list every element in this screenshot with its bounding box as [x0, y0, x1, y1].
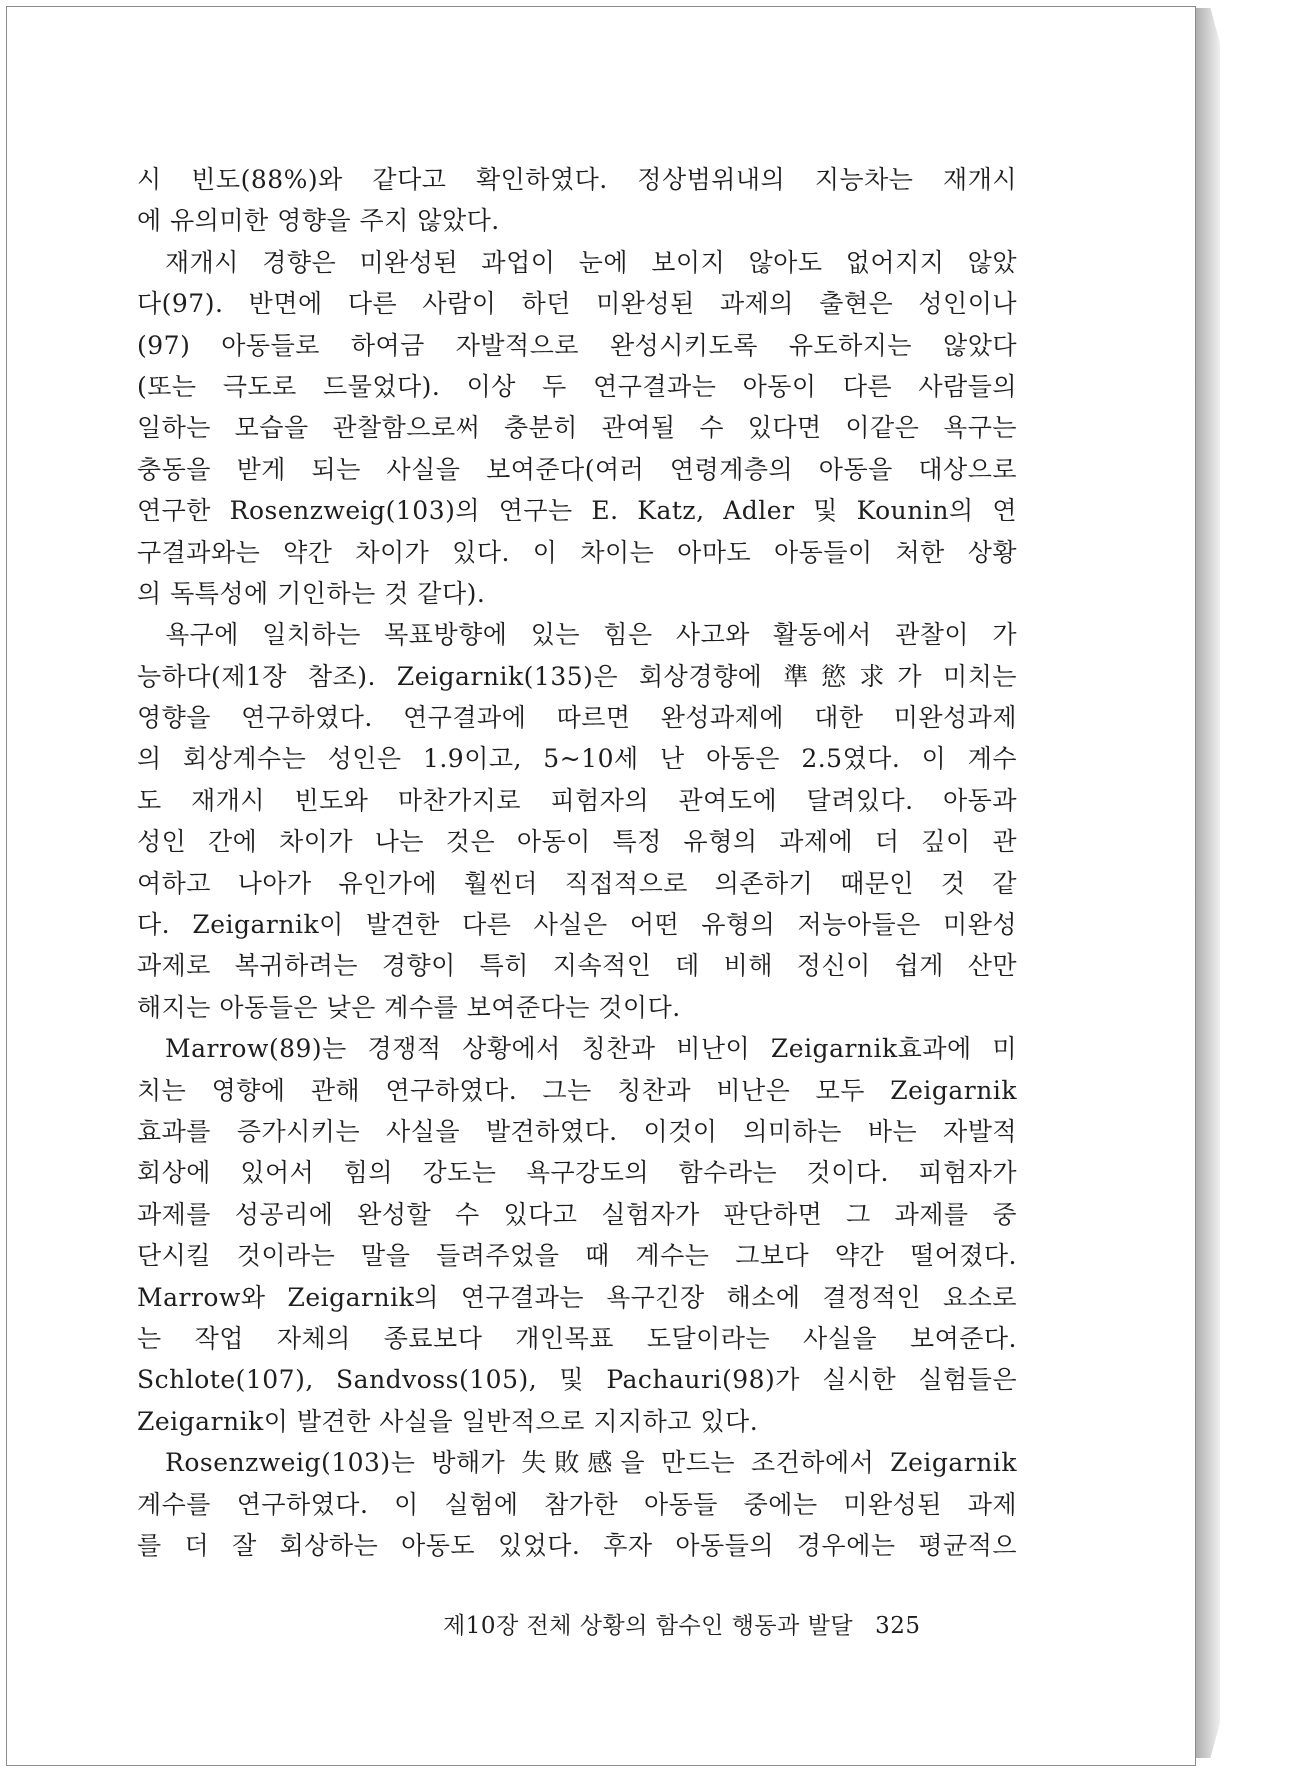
text-line: (97) 아동들로 하여금 자발적으로 완성시키도록 유도하지는 않았다	[137, 330, 1017, 360]
text-line: 도 재개시 빈도와 마찬가지로 피험자의 관여도에 달려있다. 아동과	[137, 785, 1017, 815]
text-line: 치는 영향에 관해 연구하였다. 그는 칭찬과 비난은 모두 Zeigarnik	[137, 1075, 1017, 1105]
running-footer	[443, 1607, 921, 1640]
text-line: 과제를 성공리에 완성할 수 있다고 실험자가 판단하면 그 과제를 중	[137, 1199, 1017, 1229]
text-line: 성인 간에 차이가 나는 것은 아동이 특정 유형의 과제에 더 깊이 관	[137, 827, 1017, 857]
text-line: 에 유의미한 영향을 주지 않았다.	[137, 206, 500, 236]
body-text	[137, 159, 1017, 1566]
book-page	[6, 6, 1196, 1766]
text-line: 다(97). 반면에 다른 사람이 하던 미완성된 과제의 출현은 성인이나	[137, 289, 1017, 319]
text-line: 구결과와는 약간 차이가 있다. 이 차이는 아마도 아동들이 처한 상황	[137, 537, 1017, 567]
text-line: 여하고 나아가 유인가에 훨씬더 직접적으로 의존하기 때문인 것 같	[137, 868, 1017, 898]
text-line: 단시킬 것이라는 말을 들려주었을 때 계수는 그보다 약간 떨어졌다.	[137, 1241, 1017, 1271]
text-line: 시 빈도(88%)와 같다고 확인하였다. 정상범위내의 지능차는 재개시	[137, 165, 1017, 194]
text-line: 능하다(제1장 참조). Zeigarnik(135)은 회상경향에 準慾求가 미치는	[137, 661, 1017, 691]
text-line: 재개시 경향은 미완성된 과업이 눈에 보이지 않아도 없어지지 않았	[165, 247, 1017, 277]
text-line: 해지는 아동들은 낮은 계수를 보여준다는 것이다.	[137, 992, 681, 1022]
page-number: 325	[875, 1613, 921, 1639]
text-line: 영향을 연구하였다. 연구결과에 따르면 완성과제에 대한 미완성과제	[137, 703, 1017, 733]
text-line: 의 독특성에 기인하는 것 같다).	[137, 578, 486, 608]
text-line: 일하는 모습을 관찰함으로써 충분히 관여될 수 있다면 이같은 욕구는	[137, 413, 1017, 443]
text-line: Rosenzweig(103)는 방해가 失敗感을 만드는 조건하에서 Zeigarnik	[165, 1448, 1017, 1478]
chapter-title: 제10장 전체 상황의 함수인 행동과 발달	[443, 1613, 854, 1639]
text-line: 효과를 증가시키는 사실을 발견하였다. 이것이 의미하는 바는 자발적	[137, 1116, 1017, 1146]
text-line: 회상에 있어서 힘의 강도는 욕구강도의 함수라는 것이다. 피험자가	[137, 1158, 1017, 1188]
text-line: Marrow와 Zeigarnik의 연구결과는 욕구긴장 해소에 결정적인 요소로	[137, 1282, 1017, 1312]
text-line: 는 작업 자체의 종료보다 개인목표 도달이라는 사실을 보여준다.	[137, 1323, 1017, 1353]
text-line: 충동을 받게 되는 사실을 보여준다(여러 연령계층의 아동을 대상으로	[137, 454, 1017, 484]
text-line: 과제로 복귀하려는 경향이 특히 지속적인 데 비해 정신이 쉽게 산만	[137, 951, 1017, 981]
text-line: 계수를 연구하였다. 이 실험에 참가한 아동들 중에는 미완성된 과제	[137, 1489, 1017, 1519]
text-line: 연구한 Rosenzweig(103)의 연구는 E. Katz, Adler 및 Kounin의 연	[137, 496, 1017, 526]
text-line: (또는 극도로 드물었다). 이상 두 연구결과는 아동이 다른 사람들의	[137, 371, 1017, 401]
text-line: 다. Zeigarnik이 발견한 다른 사실은 어떤 유형의 저능아들은 미완성	[137, 910, 1017, 940]
text-line: 욕구에 일치하는 목표방향에 있는 힘은 사고와 활동에서 관찰이 가	[165, 620, 1017, 650]
text-line: 의 회상계수는 성인은 1.9이고, 5~10세 난 아동은 2.5였다. 이 계수	[137, 744, 1017, 774]
text-line: Schlote(107), Sandvoss(105), 및 Pachauri(98)가 실시한 실험들은	[137, 1365, 1017, 1395]
text-line: 를 더 잘 회상하는 아동도 있었다. 후자 아동들의 경우에는 평균적으	[137, 1530, 1017, 1560]
text-line: Zeigarnik이 발견한 사실을 일반적으로 지지하고 있다.	[137, 1406, 759, 1436]
text-line: Marrow(89)는 경쟁적 상황에서 칭찬과 비난이 Zeigarnik효과에 미	[165, 1034, 1017, 1064]
